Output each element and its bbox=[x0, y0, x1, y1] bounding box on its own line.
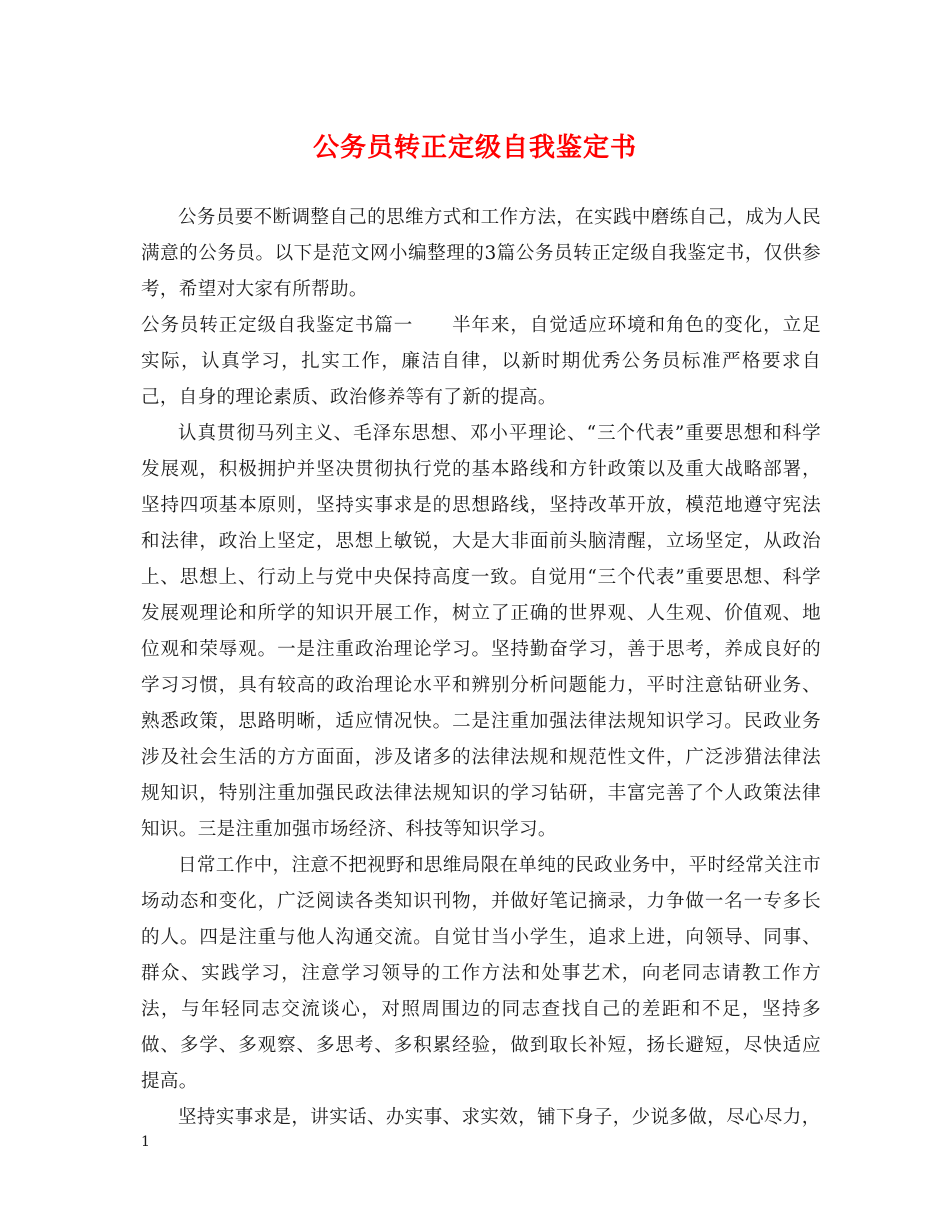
paragraph-section-one-heading: 公务员转正定级自我鉴定书篇一 半年来，自觉适应环境和角色的变化，立足实际，认真学习，扎实工作，廉洁自律，以新时期优秀公务员标准严格要求自己，自身的理论素质、政治修养等有了新的提高。 bbox=[141, 315, 821, 408]
document-title: 公务员转正定级自我鉴定书 bbox=[312, 133, 637, 163]
paragraph-practical-work: 坚持实事求是，讲实话、办实事、求实效，铺下身子，少说多做，尽心尽力， bbox=[178, 1107, 821, 1128]
paragraph-intro: 公务员要不断调整自己的思维方式和工作方法，在实践中磨练自己，成为人民满意的公务员。以下是范文网小编整理的3篇公务员转正定级自我鉴定书，仅供参考，希望对大家有所帮助。 bbox=[141, 207, 821, 300]
paragraph-daily-work: 日常工作中，注意不把视野和思维局限在单纯的民政业务中，平时经常关注市场动态和变化，广泛阅读各类知识刊物，并做好笔记摘录，力争做一名一专多长的人。四是注重与他人沟通交流。自觉甘当小学生，追求上进，向领导、同事、群众、实践学习，注意学习领导的工作方法和处事艺术，向老同志请教工作方法，与年轻同志交流谈心，对照周围边的同志查找自己的差距和不足，坚持多做、多学、多观察、多思考、多积累经验，做到取长补短，扬长避短，尽快适应提高。 bbox=[141, 855, 821, 1092]
document-body bbox=[141, 200, 821, 1136]
page-number: 1 bbox=[141, 1134, 150, 1150]
paragraph-political-study: 认真贯彻马列主义、毛泽东思想、邓小平理论、“三个代表”重要思想和科学发展观，积极拥护并坚决贯彻执行党的基本路线和方针政策以及重大战略部署，坚持四项基本原则，坚持实事求是的思想路线，坚持改革开放，模范地遵守宪法和法律，政治上坚定，思想上敏锐，大是大非面前头脑清醒，立场坚定，从政治上、思想上、行动上与党中央保持高度一致。自觉用“三个代表”重要思想、科学发展观理论和所学的知识开展工作，树立了正确的世界观、人生观、价值观、地位观和荣辱观。一是注重政治理论学习。坚持勤奋学习，善于思考，养成良好的学习习惯，具有较高的政治理论水平和辨别分析问题能力，平时注意钻研业务、熟悉政策，思路明晰，适应情况快。二是注重加强法律法规知识学习。民政业务涉及社会生活的方方面面，涉及诸多的法律法规和规范性文件，广泛涉猎法律法规知识，特别注重加强民政法律法规知识的学习钻研，丰富完善了个人政策法律知识。三是注重加强市场经济、科技等知识学习。 bbox=[141, 423, 821, 840]
